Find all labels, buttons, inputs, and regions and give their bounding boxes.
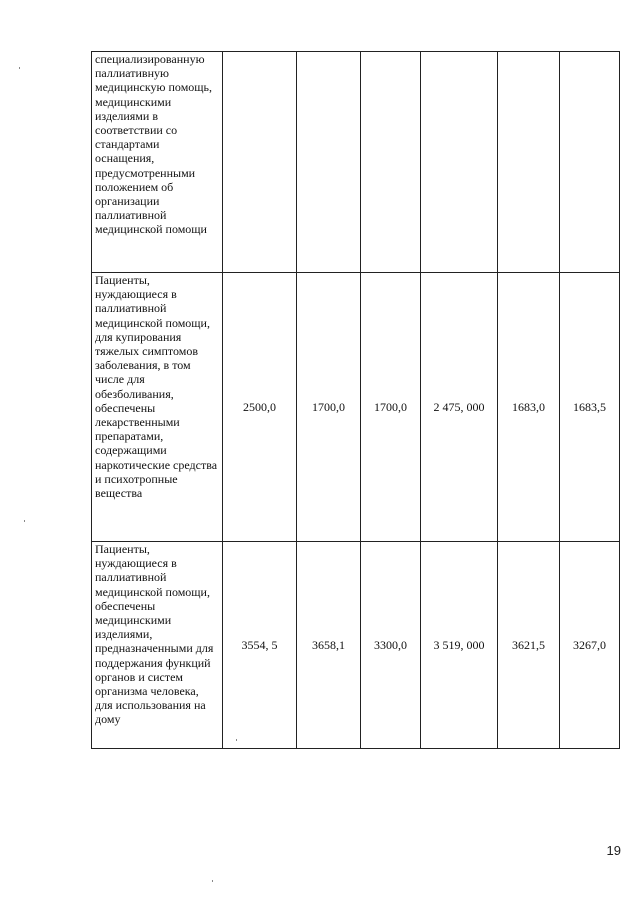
value-cell: 1683,5 [560, 273, 620, 542]
value-cell [223, 52, 297, 273]
page-number: 19 [606, 843, 621, 858]
data-table [91, 51, 620, 749]
value-cell: 2500,0 [223, 273, 297, 542]
scan-speck [24, 520, 25, 522]
value-cell [361, 52, 421, 273]
table-row [92, 273, 620, 542]
value-cell: 3554, 5 [223, 542, 297, 749]
value-cell: 3267,0 [560, 542, 620, 749]
table-row [92, 542, 620, 749]
row-description: Пациенты, нуждающиеся в паллиативной медицинской помощи, обеспечены медицинскими изделиями, предназначенными для поддержания функций органов и систем организма человека, для использования на дому [92, 542, 223, 749]
value-cell: 3658,1 [297, 542, 361, 749]
value-cell [421, 52, 498, 273]
table-row [92, 52, 620, 273]
value-cell: 1700,0 [361, 273, 421, 542]
scan-speck [236, 739, 237, 741]
row-description: специализированную паллиативную медицинскую помощь, медицинскими изделиями в соответствии со стандартами оснащения, предусмотренными положением об организации паллиативной медицинской помощи [92, 52, 223, 273]
value-cell [498, 52, 560, 273]
value-cell: 3621,5 [498, 542, 560, 749]
value-cell [560, 52, 620, 273]
value-cell: 1700,0 [297, 273, 361, 542]
value-cell: 3300,0 [361, 542, 421, 749]
value-cell: 3 519, 000 [421, 542, 498, 749]
value-cell [297, 52, 361, 273]
value-cell: 2 475, 000 [421, 273, 498, 542]
scan-speck [19, 67, 20, 69]
value-cell: 1683,0 [498, 273, 560, 542]
scan-speck [212, 880, 213, 882]
row-description: Пациенты, нуждающиеся в паллиативной медицинской помощи, для купирования тяжелых симптомов заболевания, в том числе для обезболивания, обеспечены лекарственными препаратами, содержащими наркотические средства и психотропные вещества [92, 273, 223, 542]
